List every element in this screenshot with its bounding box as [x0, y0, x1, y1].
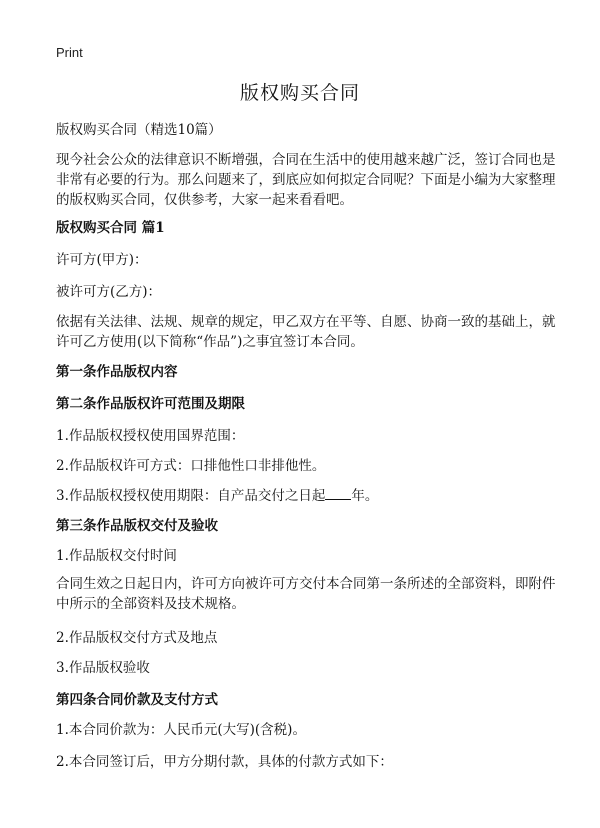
print-link[interactable]: Print: [56, 45, 83, 60]
item-4-2: 2.本合同签订后，甲方分期付款，具体的付款方式如下：: [56, 754, 393, 770]
preamble-paragraph: 依据有关法律、法规、规章的规定，甲乙双方在平等、自愿、协商一致的基础上，就许可乙方使用(以下简称“作品”)之事宜签订本合同。: [56, 314, 556, 350]
item-3-1: 1.作品版权交付时间: [56, 548, 177, 564]
item-3-2: 2.作品版权交付方式及地点: [56, 630, 218, 646]
document-title: 版权购买合同: [239, 82, 360, 104]
item-4-1: 1.本合同价款为：人民币元(大写)(含税)。: [56, 722, 306, 738]
item-2-3-prefix: 3.作品版权授权使用期限：自产品交付之日起: [56, 488, 326, 504]
section-heading: 版权购买合同 篇1: [56, 220, 165, 236]
article-3-heading: 第三条作品版权交付及验收: [56, 518, 218, 534]
item-2-2: 2.作品版权许可方式：口排他性口非排他性。: [56, 458, 326, 474]
document-subtitle: 版权购买合同（精选10篇）: [56, 122, 222, 138]
article-4-heading: 第四条合同价款及支付方式: [56, 692, 218, 708]
fill-in-blank: [325, 487, 351, 500]
item-2-3-suffix: 年。: [351, 488, 379, 504]
article-2-heading: 第二条作品版权许可范围及期限: [56, 396, 245, 412]
item-2-3: [56, 486, 556, 506]
item-3-1-body: 合同生效之日起日内，许可方向被许可方交付本合同第一条所述的全部资料，即附件中所示的全部资料及技术规格。: [56, 576, 556, 612]
article-1-heading: 第一条作品版权内容: [56, 364, 178, 380]
item-3-3: 3.作品版权验收: [56, 660, 150, 676]
item-2-1: 1.作品版权授权使用国界范围：: [56, 428, 245, 444]
licensee-line: 被许可方(乙方)：: [56, 284, 162, 300]
intro-paragraph: 现今社会公众的法律意识不断增强，合同在生活中的使用越来越广泛，签订合同也是非常有必要的行为。那么问题来了，到底应如何拟定合同呢？下面是小编为大家整理的版权购买合同，仅供参考，大家一起来看看吧。: [56, 152, 556, 208]
licensor-line: 许可方(甲方)：: [56, 252, 148, 268]
